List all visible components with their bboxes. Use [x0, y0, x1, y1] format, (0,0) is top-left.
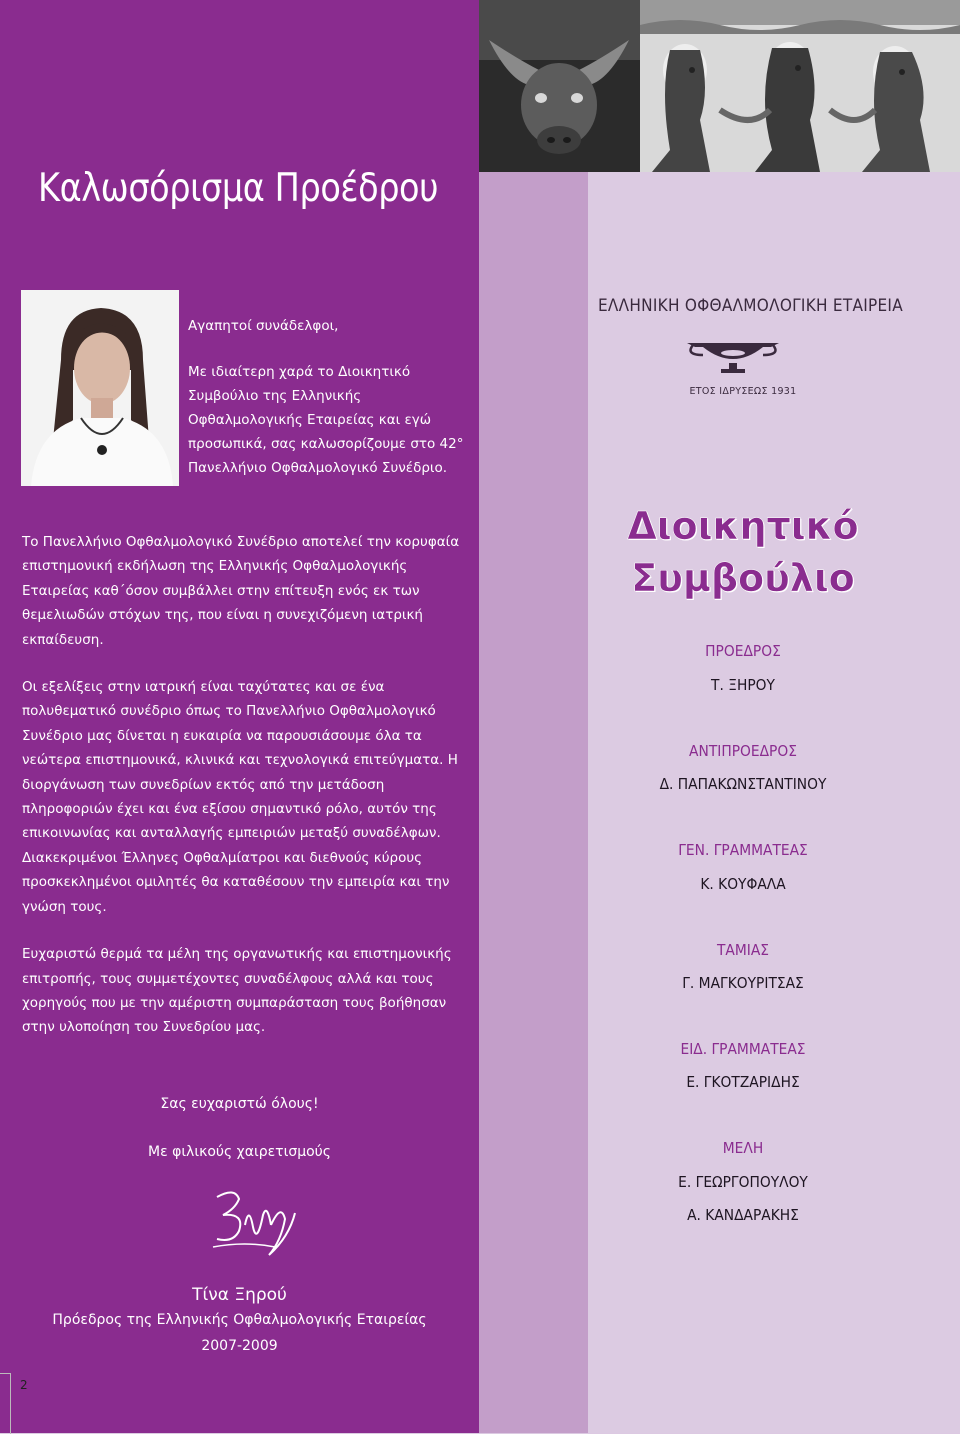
- page-corner-mark: [0, 1373, 11, 1434]
- greeting: Αγαπητοί συνάδελφοι,: [188, 318, 339, 334]
- intro-block: [188, 314, 470, 480]
- board-title: [588, 500, 898, 604]
- member-general-secretary: Κ. ΚΟΥΦΑΛΑ: [700, 875, 786, 893]
- president-position: Πρόεδρος της Ελληνικής Οφθαλμολογικής Εταιρείας: [52, 1312, 427, 1328]
- paragraph-conference-importance: Το Πανελλήνιο Οφθαλμολογικό Συνέδριο αποτελεί την κορυφαία επιστημονική εκδήλωση της Ελληνικής Οφθαλμολογικής Εταιρείας καθ΄όσον συμβάλλει στην επίτευξη ενός εκ των θεμελιωδών στόχων της, που είναι η συνεχιζόμενη ιατρική εκπαίδευση.: [22, 534, 460, 648]
- intro-text: Με ιδιαίτερη χαρά το Διοικητικό Συμβούλιο της Ελληνικής Οφθαλμολογικής Εταιρείας και εγώ προσωπικά, σας καλωσορίζουμε στο 42° Πανελλήνιο Οφθαλμολογικό Συνέδριο.: [188, 364, 464, 476]
- president-portrait: [21, 290, 179, 486]
- member-special-secretary: Ε. ΓΚΟΤΖΑΡΙΔΗΣ: [686, 1073, 800, 1091]
- thanks-line: Σας ευχαριστώ όλους!: [160, 1096, 319, 1112]
- role-special-secretary: ΕΙΔ. ΓΡΑΜΜΑΤΕΑΣ: [680, 1040, 806, 1058]
- society-name: ΕΛΛΗΝΙΚΗ ΟΦΘΑΛΜΟΛΟΓΙΚΗ ΕΤΑΙΡΕΙΑ: [598, 296, 903, 316]
- regards-line: Με φιλικούς χαιρετισμούς: [147, 1144, 331, 1160]
- member-2: Α. ΚΑΝΔΑΡΑΚΗΣ: [687, 1206, 799, 1224]
- bull-head-photo: [479, 0, 640, 172]
- page-title: Καλωσόρισμα Προέδρου: [38, 166, 439, 211]
- page-number: 2: [20, 1378, 28, 1392]
- founded-year: ΕΤΟΣ ΙΔΡΥΣΕΩΣ 1931: [689, 386, 797, 397]
- paragraph-developments: Οι εξελίξεις στην ιατρική είναι ταχύτατες και σε ένα πολυθεματικό συνέδριο όπως το Πανελλήνιο Οφθαλμολογικό Συνέδριο μας δίνεται η ευκαιρία να παρουσιάσουμε όλα τα νεώτερα επιστημονικά, κλινικά και τεχνολογικά επιτεύγματα. Η διοργάνωση των συνεδρίων εκτός από την μετάδοση πληροφοριών έχει και ένα εξίσου σημαντικό ρόλο, αυτόν της επικοινωνίας και ανταλλαγής εμπειριών μεταξύ συναδέλφων. Διακεκριμένοι Έλληνες Οφθαλμίατροι και διεθνούς κύρους προσκεκλημένοι ομιλητές θα καταθέσουν την εμπειρία και την γνώση τους.: [22, 679, 458, 915]
- board-title-line-2: Συμβούλιο: [631, 556, 855, 600]
- role-members: ΜΕΛΗ: [722, 1139, 764, 1157]
- president-term: 2007-2009: [201, 1338, 278, 1354]
- role-general-secretary: ΓΕΝ. ΓΡΑΜΜΑΤΕΑΣ: [678, 841, 808, 859]
- minoan-fresco-photo: [640, 0, 960, 172]
- society-emblem-icon: [685, 337, 781, 377]
- role-vice-president: ΑΝΤΙΠΡΟΕΔΡΟΣ: [689, 742, 797, 760]
- signature: [205, 1185, 305, 1265]
- paragraph-thanks: Ευχαριστώ θερμά τα μέλη της οργανωτικής και επιστημονικής επιτροπής, τους συμμετέχοντες συναδέλφους αλλά και τους χορηγούς που με την αμέριστη συμπαράσταση τους βοήθησαν στην υλοποίηση του Συνεδρίου μας.: [22, 946, 452, 1036]
- member-vice-president: Δ. ΠΑΠΑΚΩΝΣΤΑΝΤΙΝΟΥ: [659, 775, 827, 793]
- board-title-line-1: Διοικητικό: [627, 504, 859, 548]
- role-president: ΠΡΟΕΔΡΟΣ: [705, 642, 781, 660]
- president-name: Τίνα Ξηρού: [192, 1285, 287, 1305]
- middle-strip: [479, 0, 588, 1433]
- member-president: Τ. ΞΗΡΟΥ: [711, 676, 775, 694]
- letter-body: [22, 530, 474, 1063]
- member-1: Ε. ΓΕΩΡΓΟΠΟΥΛΟΥ: [678, 1173, 808, 1191]
- member-treasurer: Γ. ΜΑΓΚΟΥΡΙΤΣΑΣ: [682, 974, 804, 992]
- role-treasurer: ΤΑΜΙΑΣ: [716, 941, 770, 959]
